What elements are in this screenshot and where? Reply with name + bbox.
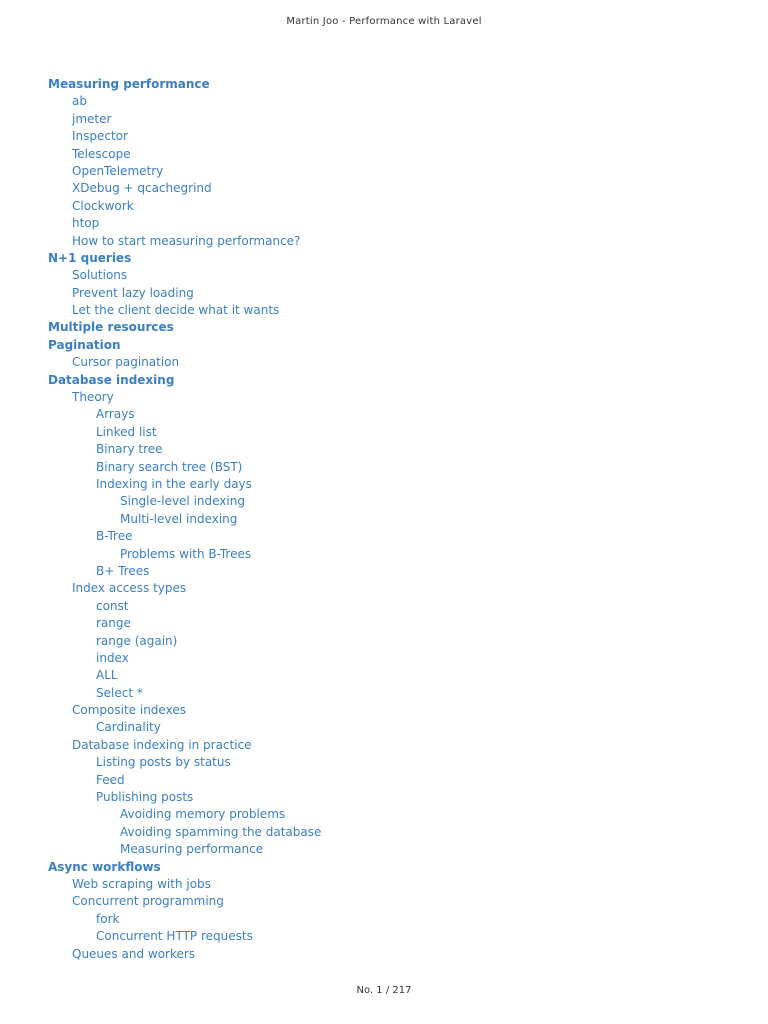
toc-section-link[interactable]: Let the client decide what it wants [72,303,280,318]
toc-section-link[interactable]: range (again) [96,633,178,648]
toc-section-link[interactable]: Avoiding memory problems [120,807,286,822]
toc-section-link[interactable]: Select * [96,685,143,700]
toc-section-link[interactable]: ALL [96,668,118,683]
toc-section-link[interactable]: Composite indexes [72,703,186,718]
toc-section-link[interactable]: Solutions [72,268,128,283]
toc-section-link[interactable]: index [96,650,129,665]
toc-section-link[interactable]: fork [96,911,120,926]
toc-section-link[interactable]: htop [72,216,100,231]
toc-section-link[interactable]: Theory [72,390,114,405]
toc-section-link[interactable]: Index access types [72,581,187,596]
toc-chapter-link[interactable]: Measuring performance [48,77,210,91]
toc-section-link[interactable]: Queues and workers [72,946,196,961]
toc-section-link[interactable]: Web scraping with jobs [72,876,211,891]
toc-section-link[interactable]: Telescope [72,146,131,161]
toc-section-link[interactable]: B+ Trees [96,563,150,578]
page-header: Martin Joo - Performance with Laravel [286,16,482,27]
toc-section-link[interactable]: const [96,598,129,613]
toc-section-link[interactable]: Linked list [96,424,157,439]
toc-section-link[interactable]: Cursor pagination [72,355,180,370]
toc-section-link[interactable]: Cardinality [96,720,161,735]
toc-section-link[interactable]: Binary tree [96,442,163,457]
toc-section-link[interactable]: Clockwork [72,198,134,213]
toc-section-link[interactable]: Inspector [72,129,128,144]
toc-section-link[interactable]: Database indexing in practice [72,737,252,752]
toc-chapter-link[interactable]: Database indexing [48,372,175,387]
toc-section-link[interactable]: Avoiding spamming the database [120,824,322,839]
toc-section-link[interactable]: Measuring performance [120,842,264,857]
toc-section-link[interactable]: Arrays [96,407,135,422]
toc-section-link[interactable]: Prevent lazy loading [72,285,194,300]
toc-section-link[interactable]: ab [72,94,87,109]
page-number: No. 1 / 217 [356,985,412,996]
toc-section-link[interactable]: Indexing in the early days [96,476,252,491]
toc-section-link[interactable]: Listing posts by status [96,755,231,770]
toc-chapter-link[interactable]: Pagination [48,337,121,352]
toc-section-link[interactable]: range [96,616,131,631]
toc-chapter-link[interactable]: N+1 queries [48,250,132,265]
toc-section-link[interactable]: OpenTelemetry [72,163,164,178]
toc-section-link[interactable]: Multi-level indexing [120,511,238,526]
table-of-contents [0,76,768,963]
toc-chapter-link[interactable]: Multiple resources [48,320,174,335]
toc-section-link[interactable]: Publishing posts [96,790,194,805]
toc-section-link[interactable]: Binary search tree (BST) [96,459,243,474]
toc-section-link[interactable]: jmeter [72,111,112,126]
toc-section-link[interactable]: Problems with B-Trees [120,546,252,561]
toc-section-link[interactable]: Single-level indexing [120,494,245,509]
toc-section-link[interactable]: Concurrent programming [72,894,224,909]
toc-section-link[interactable]: How to start measuring performance? [72,233,301,248]
toc-chapter-link[interactable]: Async workflows [48,859,161,874]
toc-section-link[interactable]: B-Tree [96,529,133,544]
toc-section-link[interactable]: Concurrent HTTP requests [96,929,253,944]
toc-section-link[interactable]: XDebug + qcachegrind [72,181,212,196]
toc-section-link[interactable]: Feed [96,772,125,787]
